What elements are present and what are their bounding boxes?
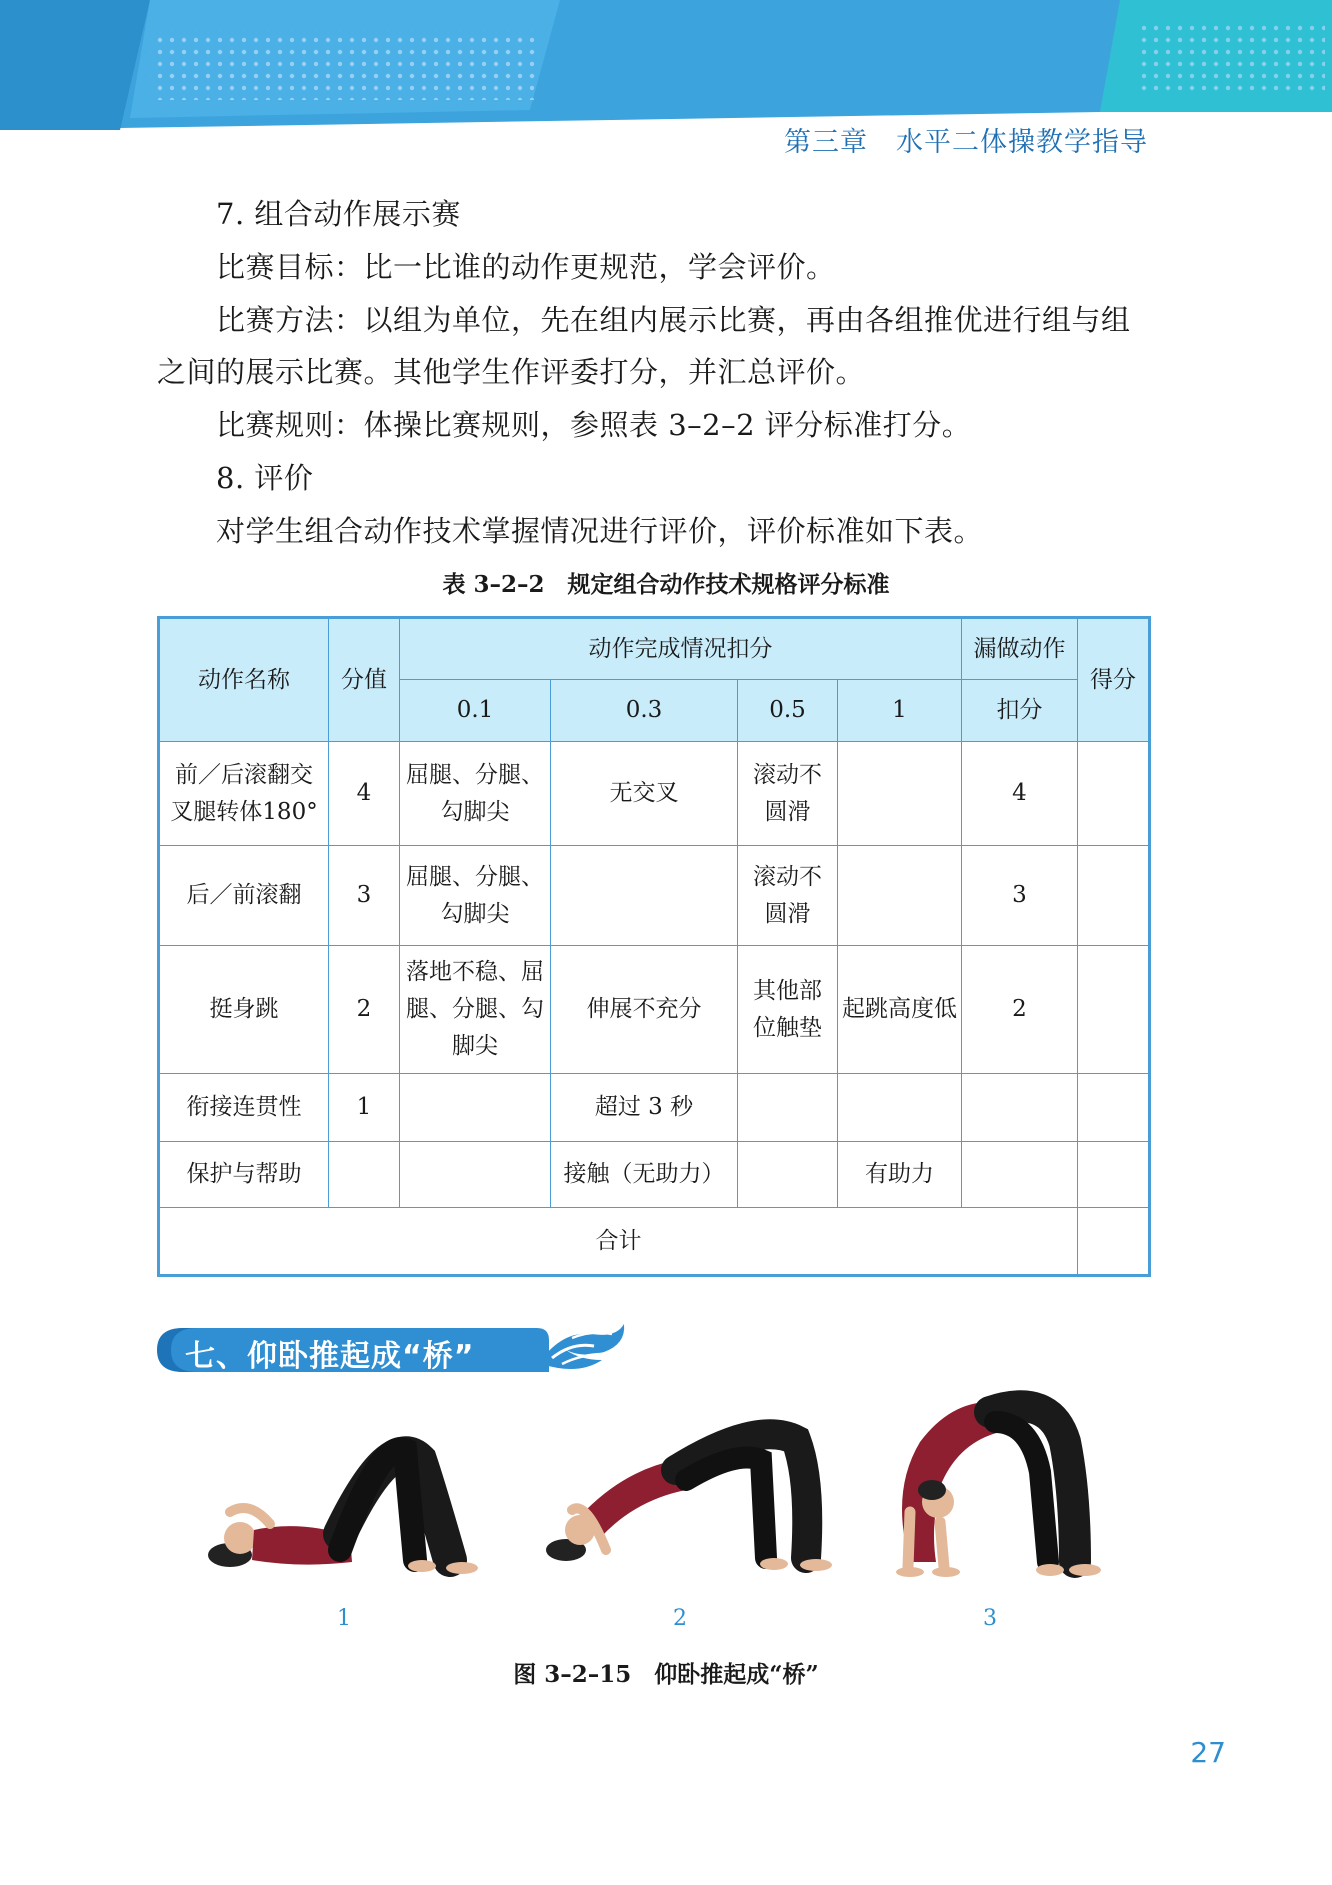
cell-d05: 其他部位触垫	[738, 946, 838, 1074]
chapter-header	[784, 120, 1148, 159]
paragraph-heading-7: 7. 组合动作展示赛	[216, 197, 461, 231]
cell-result	[1078, 1142, 1150, 1208]
cell-missed: 3	[962, 846, 1078, 946]
cell-d05	[738, 1074, 838, 1142]
figure-label-3: 3	[983, 1606, 997, 1631]
top-banner	[0, 0, 1332, 130]
paragraph-method-line2: 之间的展示比赛。其他学生作评委打分，并汇总评价。	[157, 355, 866, 389]
cell-result	[1078, 742, 1150, 846]
section-heading	[157, 1324, 627, 1376]
section-title: 七、仰卧推起成“桥”	[185, 1339, 475, 1374]
header-missed-bottom: 扣分	[962, 680, 1078, 742]
cell-d1	[838, 846, 962, 946]
cell-score	[329, 1142, 400, 1208]
cell-missed	[962, 1142, 1078, 1208]
cell-missed: 4	[962, 742, 1078, 846]
table-row	[159, 946, 1150, 1074]
cell-score: 4	[329, 742, 400, 846]
cell-d03: 接触（无助力）	[551, 1142, 738, 1208]
cell-d01: 屈腿、分腿、勾脚尖	[400, 742, 551, 846]
cell-score: 3	[329, 846, 400, 946]
cell-score: 2	[329, 946, 400, 1074]
table-row	[159, 846, 1150, 946]
cell-missed	[962, 1074, 1078, 1142]
cell-d1: 起跳高度低	[838, 946, 962, 1074]
cell-name: 前／后滚翻交叉腿转体180°	[159, 742, 329, 846]
cell-name: 保护与帮助	[159, 1142, 329, 1208]
cell-result	[1078, 846, 1150, 946]
cell-d01: 落地不稳、屈腿、分腿、勾脚尖	[400, 946, 551, 1074]
cell-d01	[400, 1142, 551, 1208]
header-deduction-1: 1	[838, 680, 962, 742]
chapter-title: 水平二体操教学指导	[896, 127, 1148, 158]
cell-name: 衔接连贯性	[159, 1074, 329, 1142]
figure-caption: 图 3–2–15 仰卧推起成“桥”	[513, 1661, 819, 1688]
header-deduction-0-3: 0.3	[551, 680, 738, 742]
cell-name: 挺身跳	[159, 946, 329, 1074]
cell-d03: 超过 3 秒	[551, 1074, 738, 1142]
header-action-name: 动作名称	[159, 618, 329, 742]
table-total-row	[159, 1208, 1150, 1276]
cell-d03: 伸展不充分	[551, 946, 738, 1074]
figure-pose-3	[880, 1382, 1110, 1582]
header-score: 分值	[329, 618, 400, 742]
header-deduction-0-5: 0.5	[738, 680, 838, 742]
cell-d05	[738, 1142, 838, 1208]
paragraph-rules: 比赛规则：体操比赛规则，参照表 3–2–2 评分标准打分。	[216, 408, 972, 442]
cell-total-label: 合计	[159, 1208, 1078, 1276]
table-caption: 表 3–2–2 规定组合动作技术规格评分标准	[442, 571, 890, 598]
wave-icon	[532, 1320, 632, 1372]
paragraph-evaluation: 对学生组合动作技术掌握情况进行评价，评价标准如下表。	[216, 514, 984, 548]
cell-d1	[838, 1074, 962, 1142]
cell-d05: 滚动不圆滑	[738, 742, 838, 846]
cell-d1	[838, 742, 962, 846]
paragraph-method-line1: 比赛方法：以组为单位，先在组内展示比赛，再由各组推优进行组与组	[216, 303, 1131, 337]
figure-label-1: 1	[337, 1606, 351, 1631]
cell-score: 1	[329, 1074, 400, 1142]
cell-d05: 滚动不圆滑	[738, 846, 838, 946]
page-number: 27	[1190, 1736, 1226, 1769]
header-deduction-0-1: 0.1	[400, 680, 551, 742]
cell-missed: 2	[962, 946, 1078, 1074]
paragraph-heading-8: 8. 评价	[216, 461, 314, 495]
cell-d01	[400, 1074, 551, 1142]
chapter-number: 第三章	[784, 127, 868, 158]
cell-d03	[551, 846, 738, 946]
cell-d1: 有助力	[838, 1142, 962, 1208]
cell-result	[1078, 946, 1150, 1074]
cell-d01: 屈腿、分腿、勾脚尖	[400, 846, 551, 946]
table-row	[159, 1074, 1150, 1142]
table-row	[159, 1142, 1150, 1208]
figure-pose-1	[190, 1420, 490, 1580]
header-missed-top: 漏做动作	[962, 618, 1078, 680]
figure-label-2: 2	[673, 1606, 687, 1631]
table-row	[159, 742, 1150, 846]
header-deduction: 动作完成情况扣分	[400, 618, 962, 680]
cell-name: 后／前滚翻	[159, 846, 329, 946]
figure-pose-2	[536, 1400, 836, 1580]
cell-result	[1078, 1074, 1150, 1142]
cell-total-result	[1078, 1208, 1150, 1276]
header-result: 得分	[1078, 618, 1150, 742]
paragraph-goal: 比赛目标：比一比谁的动作更规范，学会评价。	[216, 250, 836, 284]
cell-d03: 无交叉	[551, 742, 738, 846]
scoring-table	[157, 616, 1151, 1277]
